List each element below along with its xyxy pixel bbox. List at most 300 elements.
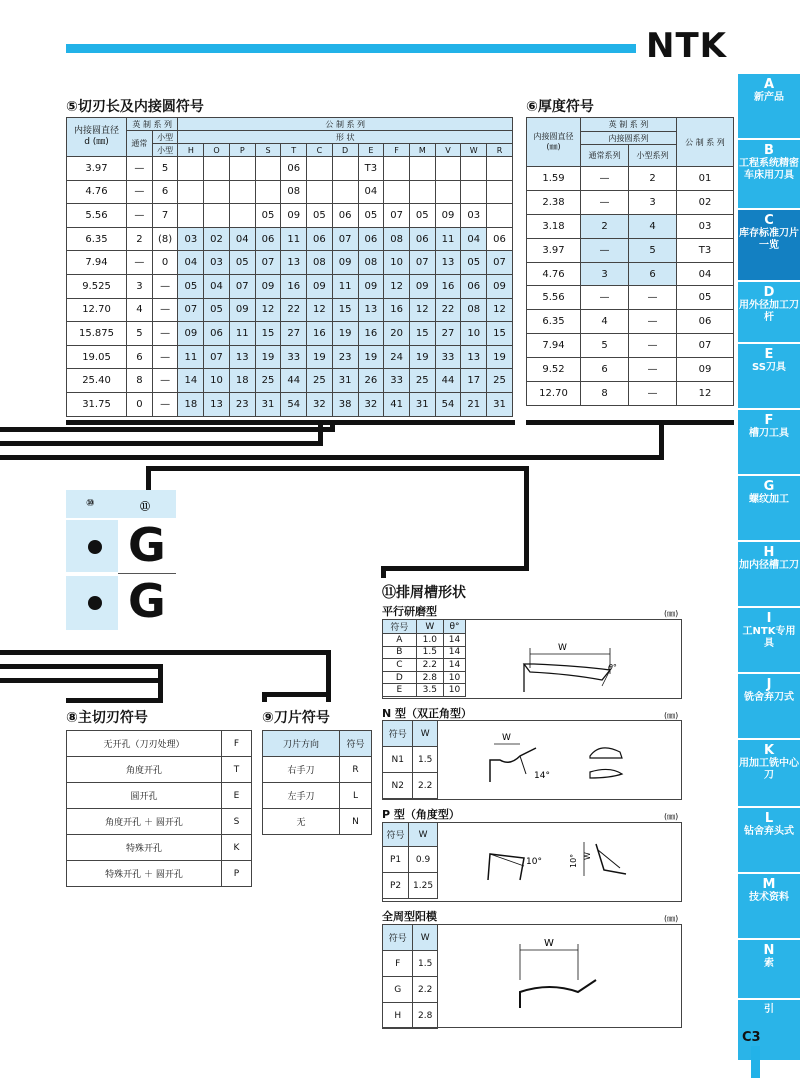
side-tab-letter: D bbox=[763, 285, 775, 300]
angle-label: 10° bbox=[526, 857, 542, 867]
table-header: 符号 bbox=[383, 925, 413, 951]
table-cell: N1 bbox=[383, 747, 413, 773]
code-header-row bbox=[66, 490, 176, 518]
theta-label: θ° bbox=[608, 663, 617, 672]
table-cell: 13 bbox=[358, 298, 384, 322]
table-cell: C bbox=[383, 659, 417, 672]
side-tab-c[interactable] bbox=[738, 210, 800, 280]
table-cell: A bbox=[383, 634, 417, 647]
table-cell: 6 bbox=[581, 358, 629, 382]
table-cell: 25 bbox=[255, 369, 281, 393]
table-cell: 3 bbox=[127, 274, 153, 298]
table-row bbox=[383, 951, 438, 977]
table-cell: 5 bbox=[581, 334, 629, 358]
t5-shape-header: S bbox=[255, 144, 281, 157]
connector-line bbox=[0, 427, 334, 432]
connector-line bbox=[330, 420, 335, 432]
side-tab-d[interactable] bbox=[738, 282, 800, 342]
t6-h-dia-text: 内接圆直径 bbox=[533, 132, 574, 141]
table-row bbox=[263, 757, 372, 783]
table-row bbox=[67, 227, 513, 251]
table-cell: 4.76 bbox=[527, 262, 581, 286]
s1-diagram bbox=[510, 628, 630, 696]
table-cell: — bbox=[581, 167, 629, 191]
table-cell: F bbox=[222, 731, 252, 757]
table-cell: 6.35 bbox=[67, 227, 127, 251]
table-cell: 09 bbox=[409, 274, 435, 298]
table-cell: 13 bbox=[281, 251, 307, 275]
table-cell: — bbox=[152, 392, 178, 416]
side-tab-n[interactable] bbox=[738, 940, 800, 998]
table-cell: 10 bbox=[204, 369, 230, 393]
side-tab-letter: F bbox=[764, 413, 774, 428]
side-tab-j[interactable] bbox=[738, 674, 800, 738]
table-cell: T3 bbox=[358, 157, 384, 181]
s1-table bbox=[382, 619, 466, 697]
t9-h-sym: 符号 bbox=[340, 731, 372, 757]
table-cell: 2.2 bbox=[416, 659, 443, 672]
table-cell bbox=[487, 157, 513, 181]
table-cell: 22 bbox=[435, 298, 461, 322]
table-cell: — bbox=[629, 334, 677, 358]
side-tab-h[interactable] bbox=[738, 542, 800, 606]
table-cell: B bbox=[383, 646, 417, 659]
s3-diagram bbox=[480, 830, 660, 896]
table-cell: 07 bbox=[332, 227, 358, 251]
code-position-box bbox=[66, 490, 176, 630]
table-cell: 1.5 bbox=[413, 747, 438, 773]
table-cell bbox=[435, 180, 461, 204]
t6-h-metric: 公 制 系 列 bbox=[677, 118, 734, 167]
t5-title: ⑤切刃长及内接圆符号 bbox=[66, 99, 204, 115]
table-cell bbox=[255, 180, 281, 204]
t9-table bbox=[262, 730, 372, 835]
table-row bbox=[383, 684, 466, 697]
table-header-row bbox=[383, 620, 466, 634]
table-cell: 02 bbox=[677, 190, 734, 214]
table-cell: 12 bbox=[677, 382, 734, 406]
side-view bbox=[590, 769, 622, 778]
table-header: 符号 bbox=[383, 620, 417, 634]
table-cell: D bbox=[383, 671, 417, 684]
s2-diagram bbox=[480, 726, 660, 796]
table-cell: 10 bbox=[443, 671, 465, 684]
side-tab-letter: B bbox=[764, 143, 774, 158]
table-cell: 1.0 bbox=[416, 634, 443, 647]
table-cell: 6 bbox=[629, 262, 677, 286]
table-cell: 54 bbox=[281, 392, 307, 416]
table-cell: 右手刀 bbox=[263, 757, 340, 783]
table-cell: 2 bbox=[629, 167, 677, 191]
dot-marker bbox=[88, 540, 102, 554]
table-cell: 18 bbox=[229, 369, 255, 393]
table-row bbox=[67, 322, 513, 346]
t6-title: ⑥厚度符号 bbox=[526, 99, 594, 115]
table-cell bbox=[178, 180, 204, 204]
table-cell: 32 bbox=[307, 392, 333, 416]
table-cell: 31 bbox=[487, 392, 513, 416]
table-cell: — bbox=[152, 298, 178, 322]
table-cell: 19 bbox=[255, 345, 281, 369]
t5-h-eng: 英 制 系 列 bbox=[127, 118, 178, 131]
t5-shape-header: R bbox=[487, 144, 513, 157]
connector-line bbox=[0, 650, 330, 655]
table-row bbox=[527, 310, 734, 334]
table-cell: 09 bbox=[178, 322, 204, 346]
table-header-row bbox=[383, 823, 438, 847]
table-cell: 31 bbox=[332, 369, 358, 393]
table-cell: 22 bbox=[281, 298, 307, 322]
table-cell: 无 bbox=[263, 809, 340, 835]
side-tab-letter: I bbox=[766, 611, 772, 626]
angle-label: 14° bbox=[534, 771, 550, 781]
t5-h-dia-text: 内接圆直径 bbox=[74, 126, 120, 136]
table-cell: 06 bbox=[358, 227, 384, 251]
side-tab-k[interactable] bbox=[738, 740, 800, 806]
table-cell: P1 bbox=[383, 847, 409, 873]
table-cell: 27 bbox=[281, 322, 307, 346]
table-cell: 6.35 bbox=[527, 310, 581, 334]
table-cell: 31.75 bbox=[67, 392, 127, 416]
table-cell: 09 bbox=[332, 251, 358, 275]
table-cell bbox=[435, 157, 461, 181]
table-cell: 16 bbox=[435, 274, 461, 298]
table-cell: 01 bbox=[677, 167, 734, 191]
table-cell: 14 bbox=[443, 646, 465, 659]
table-cell: 23 bbox=[229, 392, 255, 416]
w-label: W bbox=[583, 852, 592, 860]
table-cell: N bbox=[340, 809, 372, 835]
table-cell: 9.52 bbox=[527, 358, 581, 382]
connector-line bbox=[146, 466, 529, 471]
connector-line bbox=[0, 455, 664, 460]
t8-table bbox=[66, 730, 252, 887]
side-tab-text: 用加工铣中心刀 bbox=[739, 758, 799, 781]
table-cell: 09 bbox=[229, 298, 255, 322]
table-row bbox=[383, 634, 466, 647]
table-cell: E bbox=[383, 684, 417, 697]
table-cell: 44 bbox=[435, 369, 461, 393]
table-cell: 23 bbox=[332, 345, 358, 369]
table-cell: 6 bbox=[152, 180, 178, 204]
table-header: W bbox=[416, 620, 443, 634]
table-cell: 14 bbox=[178, 369, 204, 393]
side-tab-letter: M bbox=[762, 877, 776, 892]
table-row bbox=[383, 977, 438, 1003]
table-cell: 06 bbox=[204, 322, 230, 346]
table-cell: 3 bbox=[581, 262, 629, 286]
page-bar bbox=[751, 1046, 760, 1078]
side-tab-text: 工程系统精密车床用刀具 bbox=[739, 158, 799, 181]
table-cell: 25.40 bbox=[67, 369, 127, 393]
table-cell: 圆开孔 bbox=[67, 783, 222, 809]
table-cell: 27 bbox=[435, 322, 461, 346]
table-row bbox=[67, 809, 252, 835]
table-cell: — bbox=[581, 190, 629, 214]
connector-line bbox=[381, 566, 529, 571]
table-row bbox=[527, 167, 734, 191]
t5-shape-header: T bbox=[281, 144, 307, 157]
table-cell: 05 bbox=[307, 204, 333, 228]
table-cell: 19 bbox=[358, 345, 384, 369]
table-cell: H bbox=[383, 1003, 413, 1029]
w-label: W bbox=[558, 643, 567, 653]
table-cell: 12.70 bbox=[67, 298, 127, 322]
table-cell: 25 bbox=[487, 369, 513, 393]
table-cell: 17 bbox=[461, 369, 487, 393]
table-cell: E bbox=[222, 783, 252, 809]
table-cell: — bbox=[127, 157, 153, 181]
table-cell: 3.97 bbox=[527, 238, 581, 262]
t5-shape-header: D bbox=[332, 144, 358, 157]
table-cell: (8) bbox=[152, 227, 178, 251]
table-cell: 4.76 bbox=[67, 180, 127, 204]
table-row bbox=[67, 274, 513, 298]
side-tab-letter: K bbox=[763, 743, 775, 758]
table-cell: 32 bbox=[358, 392, 384, 416]
side-tab-text: 槽刀工具 bbox=[749, 428, 789, 439]
table-cell: — bbox=[152, 369, 178, 393]
side-tab-letter: L bbox=[764, 811, 774, 826]
side-tab-l[interactable] bbox=[738, 808, 800, 872]
table-row bbox=[383, 873, 438, 899]
s4-table bbox=[382, 924, 438, 1029]
table-row bbox=[263, 783, 372, 809]
table-cell: 角度开孔 ＋ 圆开孔 bbox=[67, 809, 222, 835]
connector-line bbox=[318, 420, 323, 446]
table-cell: 02 bbox=[204, 227, 230, 251]
table-cell: 05 bbox=[229, 251, 255, 275]
table-cell: 08 bbox=[384, 227, 410, 251]
connector-line bbox=[262, 692, 331, 697]
angle-label-2: 10° bbox=[569, 853, 578, 868]
table-cell: 05 bbox=[677, 286, 734, 310]
side-tab-g[interactable] bbox=[738, 476, 800, 540]
table-cell bbox=[229, 157, 255, 181]
table-cell: 19 bbox=[307, 345, 333, 369]
table-header-row bbox=[383, 925, 438, 951]
table-row bbox=[383, 747, 438, 773]
table-cell: K bbox=[222, 835, 252, 861]
t5-h-metric: 公 制 系 列 bbox=[178, 118, 513, 131]
connector-line bbox=[66, 698, 163, 703]
table-cell: 33 bbox=[435, 345, 461, 369]
table-cell: T3 bbox=[677, 238, 734, 262]
table-cell: 2 bbox=[127, 227, 153, 251]
table-cell: 07 bbox=[178, 298, 204, 322]
side-tab-text: SS刀具 bbox=[752, 362, 786, 373]
table-cell: — bbox=[629, 286, 677, 310]
table-cell: 7.94 bbox=[527, 334, 581, 358]
side-tab-letter: C bbox=[764, 213, 774, 228]
table-cell: 18 bbox=[178, 392, 204, 416]
table-cell: 2.8 bbox=[416, 671, 443, 684]
w-label: W bbox=[502, 733, 511, 743]
table-cell: 3.18 bbox=[527, 214, 581, 238]
table-cell: 3 bbox=[629, 190, 677, 214]
table-cell: 5 bbox=[127, 322, 153, 346]
t5-h-small2: 小型 bbox=[152, 144, 178, 157]
table-cell bbox=[332, 180, 358, 204]
table-cell bbox=[229, 180, 255, 204]
table-cell: 11 bbox=[332, 274, 358, 298]
side-tab-text: 库存标准刀片一览 bbox=[739, 228, 799, 251]
table-cell: 09 bbox=[677, 358, 734, 382]
side-tab-i[interactable] bbox=[738, 608, 800, 672]
side-tab-text: 铣舍弃刀式 bbox=[744, 692, 794, 703]
table-cell: 特殊开孔 ＋ 圆开孔 bbox=[67, 861, 222, 887]
table-cell bbox=[307, 180, 333, 204]
side-tab-e[interactable] bbox=[738, 344, 800, 408]
table-header: θ° bbox=[443, 620, 465, 634]
table-cell: 08 bbox=[461, 298, 487, 322]
table-row bbox=[383, 646, 466, 659]
connector-line bbox=[66, 420, 515, 425]
table-cell: 07 bbox=[409, 251, 435, 275]
table-row bbox=[67, 392, 513, 416]
table-cell: 11 bbox=[229, 322, 255, 346]
side-tab-letter: H bbox=[763, 545, 775, 560]
table-cell bbox=[178, 157, 204, 181]
table-cell: 04 bbox=[358, 180, 384, 204]
table-cell: 0 bbox=[127, 392, 153, 416]
table-cell: 44 bbox=[281, 369, 307, 393]
insert-profile bbox=[488, 854, 524, 880]
table-cell: 06 bbox=[281, 157, 307, 181]
table-header: W bbox=[413, 721, 438, 747]
table-row bbox=[67, 204, 513, 228]
table-row bbox=[67, 345, 513, 369]
table-cell: 09 bbox=[281, 204, 307, 228]
side-tab-b[interactable] bbox=[738, 140, 800, 208]
table-cell bbox=[461, 180, 487, 204]
s1-name: 平行研磨型 bbox=[382, 605, 437, 618]
table-cell: 14 bbox=[443, 634, 465, 647]
table-cell: 04 bbox=[461, 227, 487, 251]
table-cell: 左手刀 bbox=[263, 783, 340, 809]
t6-h-small: 小型系列 bbox=[629, 145, 677, 167]
table-cell: 7 bbox=[152, 204, 178, 228]
table-cell: 08 bbox=[358, 251, 384, 275]
table-cell: 3.5 bbox=[416, 684, 443, 697]
table-cell: — bbox=[629, 358, 677, 382]
t5-shape-header: O bbox=[204, 144, 230, 157]
table-cell: 07 bbox=[204, 345, 230, 369]
table-cell: F bbox=[383, 951, 413, 977]
table-cell: 1.5 bbox=[413, 951, 438, 977]
s4-diagram bbox=[500, 930, 620, 1026]
table-cell: 5 bbox=[152, 157, 178, 181]
connector-line bbox=[262, 692, 267, 702]
connector-line bbox=[0, 441, 322, 446]
unit-label: (㎜) bbox=[664, 609, 679, 618]
table-row bbox=[527, 358, 734, 382]
table-cell: 06 bbox=[487, 227, 513, 251]
table-cell: 15 bbox=[409, 322, 435, 346]
side-tab-text: 引 bbox=[764, 1004, 774, 1015]
table-cell: — bbox=[152, 322, 178, 346]
t5-h-shape: 形 状 bbox=[178, 131, 513, 144]
table-cell bbox=[332, 157, 358, 181]
table-cell: 15 bbox=[487, 322, 513, 346]
side-tab-text: 用外径加工刀杆 bbox=[739, 300, 799, 323]
side-tab-a[interactable] bbox=[738, 74, 800, 138]
side-tab-letter: J bbox=[766, 677, 772, 692]
table-cell: R bbox=[340, 757, 372, 783]
table-cell bbox=[487, 204, 513, 228]
table-cell: 07 bbox=[677, 334, 734, 358]
table-cell: 09 bbox=[487, 274, 513, 298]
table-cell bbox=[178, 204, 204, 228]
table-cell: — bbox=[127, 251, 153, 275]
table-cell: 11 bbox=[178, 345, 204, 369]
table-cell: 角度开孔 bbox=[67, 757, 222, 783]
table-cell: 1.59 bbox=[527, 167, 581, 191]
unit-label: (㎜) bbox=[664, 914, 679, 923]
table-cell: 11 bbox=[435, 227, 461, 251]
connector-line bbox=[526, 420, 734, 425]
table-cell bbox=[409, 157, 435, 181]
table-cell: 7.94 bbox=[67, 251, 127, 275]
table-cell: 12 bbox=[409, 298, 435, 322]
table-cell: 5.56 bbox=[527, 286, 581, 310]
side-tab-letter: G bbox=[763, 479, 775, 494]
insert-profile bbox=[520, 980, 596, 1008]
insert-profile bbox=[490, 748, 536, 782]
table-cell: 4 bbox=[581, 310, 629, 334]
unit-label: (㎜) bbox=[664, 812, 679, 821]
table-cell: G bbox=[383, 977, 413, 1003]
table-cell: 1.25 bbox=[409, 873, 438, 899]
table-cell: 03 bbox=[204, 251, 230, 275]
t8-title: ⑧主切刃符号 bbox=[66, 710, 148, 726]
table-cell: 33 bbox=[281, 345, 307, 369]
table-cell: 05 bbox=[358, 204, 384, 228]
t5-h-dia bbox=[67, 118, 127, 157]
unit-label: (㎜) bbox=[664, 711, 679, 720]
table-row bbox=[383, 671, 466, 684]
t5-shape-header: H bbox=[178, 144, 204, 157]
angle-line bbox=[520, 756, 526, 774]
table-cell: 8 bbox=[581, 382, 629, 406]
s4-name: 全周型阳模 bbox=[382, 910, 437, 923]
table-cell: — bbox=[152, 345, 178, 369]
table-cell: 特殊开孔 bbox=[67, 835, 222, 861]
table-cell bbox=[204, 204, 230, 228]
table-cell bbox=[384, 157, 410, 181]
table-cell: 26 bbox=[358, 369, 384, 393]
table-cell: 03 bbox=[178, 227, 204, 251]
side-tab-f[interactable] bbox=[738, 410, 800, 474]
side-tab-m[interactable] bbox=[738, 874, 800, 938]
table-cell: 08 bbox=[281, 180, 307, 204]
table-cell: 4 bbox=[629, 214, 677, 238]
table-cell: 07 bbox=[487, 251, 513, 275]
table-cell: 19 bbox=[487, 345, 513, 369]
table-cell: 21 bbox=[461, 392, 487, 416]
table-cell: 25 bbox=[307, 369, 333, 393]
t5-table bbox=[66, 117, 513, 417]
table-cell: 2 bbox=[581, 214, 629, 238]
t11-title: ⑪排屑槽形状 bbox=[382, 585, 466, 601]
table-cell: 03 bbox=[677, 214, 734, 238]
connector-line bbox=[0, 664, 162, 669]
table-cell: 19 bbox=[409, 345, 435, 369]
side-tab-text: 加内径槽工刀 bbox=[739, 560, 799, 571]
table-cell: 2.2 bbox=[413, 773, 438, 799]
table-row bbox=[527, 382, 734, 406]
t5-h-small: 小型 bbox=[152, 131, 178, 144]
